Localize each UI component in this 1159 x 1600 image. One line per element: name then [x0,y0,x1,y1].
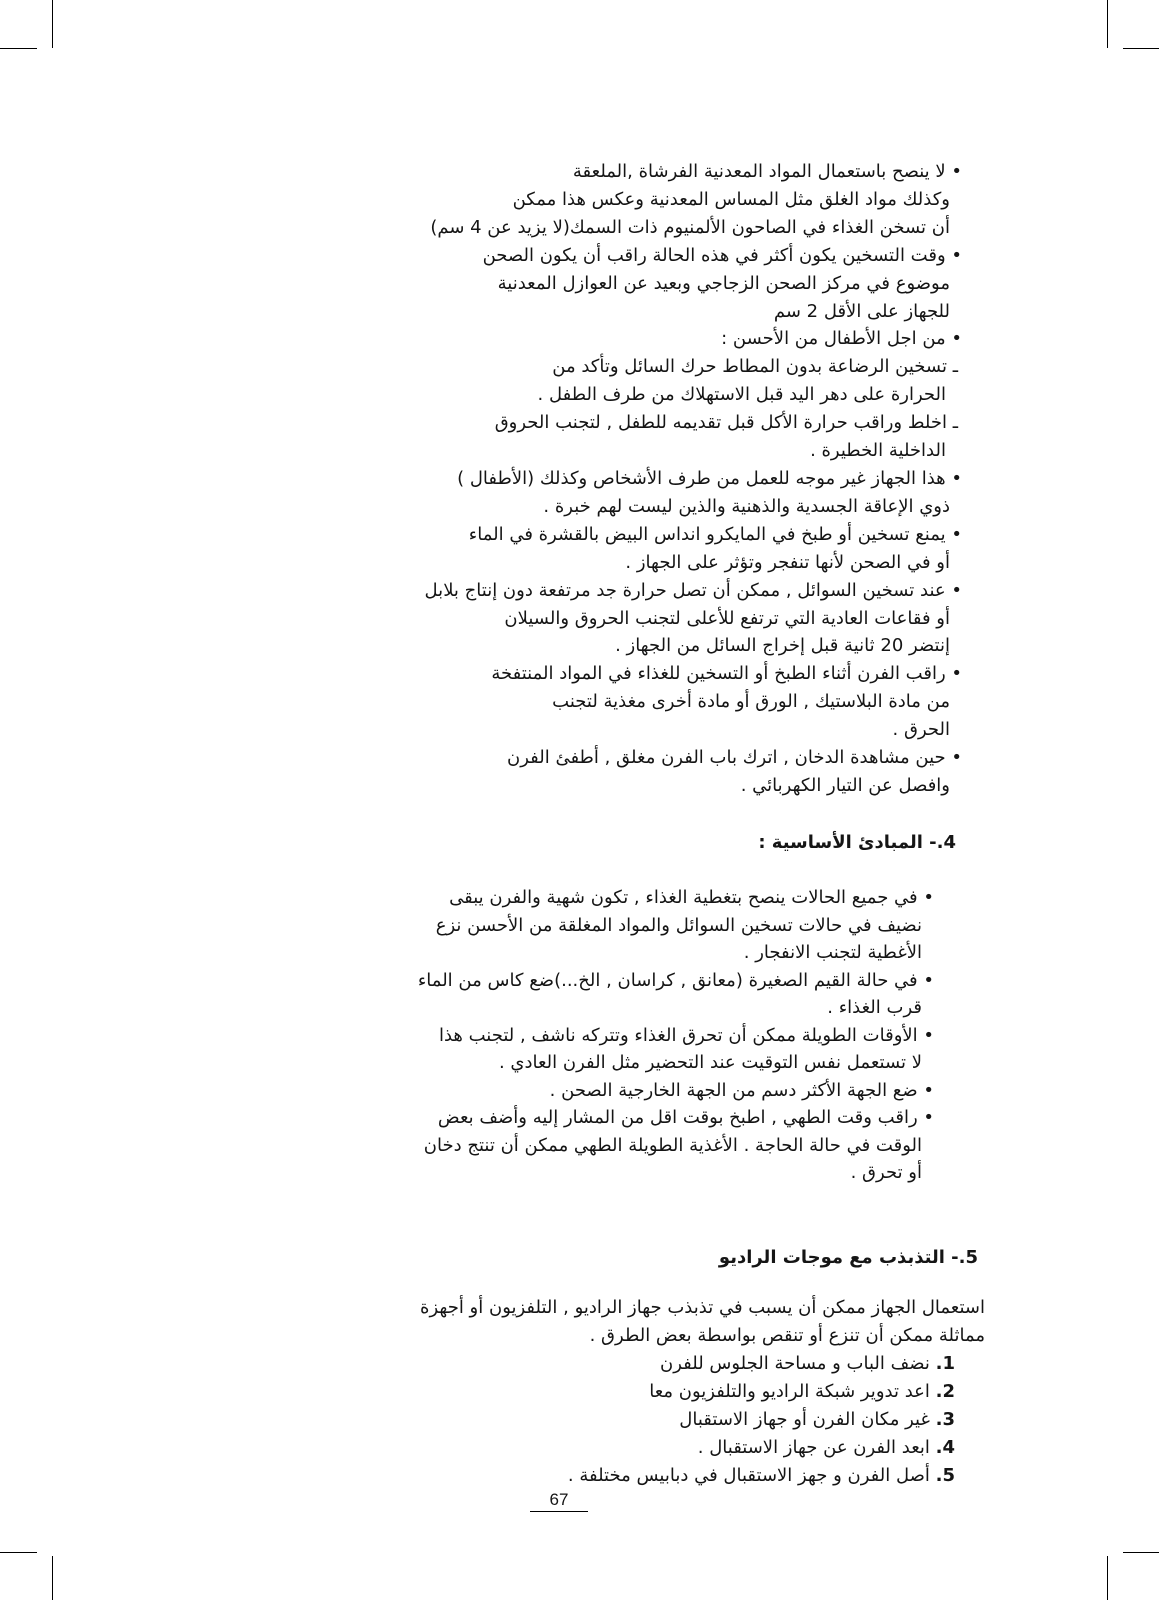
text-line: الوقت في حالة الحاجة . الأغذية الطويلة الطهي ممكن أن تنتج دخان [423,1134,922,1156]
text-line: لا تستعمل نفس التوقيت عند التحضير مثل الفرن العادي . [498,1052,922,1073]
text-line: استعمال الجهاز ممكن أن يسبب في تذبذب جهاز الراديو , التلفزيون أو أجهزة [420,1297,985,1318]
step-number: 1. [935,1353,955,1374]
bullet-item [362,465,962,521]
text-line: الحرق . [892,719,950,741]
bullet-item [362,577,962,661]
text-line: مماثلة ممكن أن تنزع أو تنقص بواسطة بعض الطرق . [589,1325,985,1346]
bullet-item [362,744,962,800]
bullet-item [334,967,934,1022]
text-line: الحرارة على دهر اليد قبل الاستهلاك من طرف الطفل . [537,384,946,406]
crop-mark-top-left-vertical [52,0,53,48]
text-line: من مادة البلاستيك , الورق أو مادة أخرى مغذية لتجنب [552,691,950,713]
bullet-item [362,521,962,577]
text-line: • الأوقات الطويلة ممكن أن تحرق الغذاء وتتركه ناشف , لتجنب هذا [438,1024,934,1046]
text-line: أو تحرق . [850,1162,922,1183]
numbered-step [355,1406,955,1434]
text-line: للجهاز على الأقل 2 سم [773,300,950,322]
crop-mark-top-left-horizontal [0,48,37,49]
numbered-step [355,1378,955,1406]
step-text: نضف الباب و مساحة الجلوس للفرن [659,1353,930,1374]
text-line: • راقب الفرن أثناء الطبخ أو التسخين للغذاء في المواد المنتفخة [491,663,962,685]
text-line: قرب الغذاء . [827,997,922,1018]
text-line: وافصل عن التيار الكهربائي . [740,774,950,796]
section-heading-radio-interference: 5.- التذبذب مع موجات الراديو [718,1247,978,1268]
numbered-step [355,1434,955,1462]
text-line: ـ اخلط وراقب حرارة الأكل قبل تقديمه للطفل , لتجنب الحروق [494,412,958,434]
numbered-step [355,1462,955,1490]
step-text: اعد تدوير شبكة الراديو والتلفزيون معا [649,1381,930,1402]
step-number: 4. [935,1437,955,1458]
crop-mark-bottom-left-vertical [52,1556,53,1600]
step-number: 5. [935,1465,955,1486]
text-line: أن تسخن الغذاء في الصاحون الألمنيوم ذات السمك(لا يزيد عن 4 سم) [430,216,950,238]
text-line: • هذا الجهاز غير موجه للعمل من طرف الأشخاص وكذلك (الأطفال ) [457,467,962,489]
text-line: وكذلك مواد الغلق مثل المساس المعدنية وعكس هذا ممكن [512,188,950,210]
text-line: أو في الصحن لأنها تنفجر وتؤثر على الجهاز . [625,551,950,573]
bullet-item [334,884,934,967]
text-line: إنتضر 20 ثانية قبل إخراج السائل من الجهاز . [615,635,950,657]
radio-steps-list [355,1350,955,1490]
step-text: ابعد الفرن عن جهاز الاستقبال . [697,1437,930,1458]
crop-mark-top-right-vertical [1107,0,1108,48]
text-line: • لا ينصح باستعمال المواد المعدنية الفرشاة ,الملعقة [572,161,962,182]
text-line: الأغطية لتجنب الانفجار . [743,942,922,963]
basics-list [334,884,934,1187]
sub-item [362,353,962,409]
crop-mark-bottom-left-horizontal [0,1552,37,1553]
radio-intro-paragraph [385,1294,985,1350]
step-text: أصل الفرن و جهز الاستقبال في دبابيس مختلفة . [567,1465,930,1486]
section-heading-basics: 4.- المبادئ الأساسية : [758,832,956,853]
sub-item [362,409,962,465]
text-line: نضيف في حالات تسخين السوائل والمواد المغلقة من الأحسن نزع [435,914,922,936]
bullet-item [334,1077,934,1105]
safety-instructions-list [362,158,962,800]
text-line: • وقت التسخين يكون أكثر في هذه الحالة راقب أن يكون الصحن [482,244,962,266]
step-number: 2. [935,1381,955,1402]
text-line: • في حالة القيم الصغيرة (معانق , كراسان , الخ...)ضع كاس من الماء [417,969,934,991]
bullet-item [334,1022,934,1077]
step-number: 3. [935,1409,955,1430]
bullet-item [334,1104,934,1187]
text-line: • راقب وقت الطهي , اطبخ بوقت اقل من المشار إليه وأضف بعض [437,1107,934,1128]
crop-mark-top-right-horizontal [1123,48,1159,49]
crop-mark-bottom-right-vertical [1107,1556,1108,1600]
text-line: أو فقاعات العادية التي ترتفع للأعلى لتجنب الحروق والسيلان [504,607,950,629]
crop-mark-bottom-right-horizontal [1123,1552,1159,1553]
text-line: • حين مشاهدة الدخان , اترك باب الفرن مغلق , أطفئ الفرن [506,747,962,769]
text-line: الداخلية الخطيرة . [810,440,946,462]
page-number: 67 [530,1489,588,1512]
text-line: موضوع في مركز الصحن الزجاجي وبعيد عن العوازل المعدنية [497,272,950,294]
text-line: ـ تسخين الرضاعة بدون المطاط حرك السائل وتأكد من [552,356,958,378]
text-line: ذوي الإعاقة الجسدية والذهنية والذين ليست لهم خبرة . [543,495,950,517]
bullet-item [362,660,962,744]
text-line: • في جميع الحالات ينصح بتغطية الغذاء , تكون شهية والفرن يبقى [449,887,934,908]
bullet-item [362,158,962,242]
numbered-step [355,1350,955,1378]
text-line: • ضع الجهة الأكثر دسم من الجهة الخارجية الصحن . [549,1079,934,1101]
bullet-item [362,325,962,465]
bullet-item [362,242,962,326]
step-text: غير مكان الفرن أو جهاز الاستقبال [679,1409,930,1430]
text-line: • يمنع تسخين أو طبخ في المايكرو انداس البيض بالقشرة في الماء [468,523,962,545]
text-line: • من اجل الأطفال من الأحسن : [721,328,962,350]
text-line: • عند تسخين السوائل , ممكن أن تصل حرارة جد مرتفعة دون إنتاج بلابل [424,579,962,601]
